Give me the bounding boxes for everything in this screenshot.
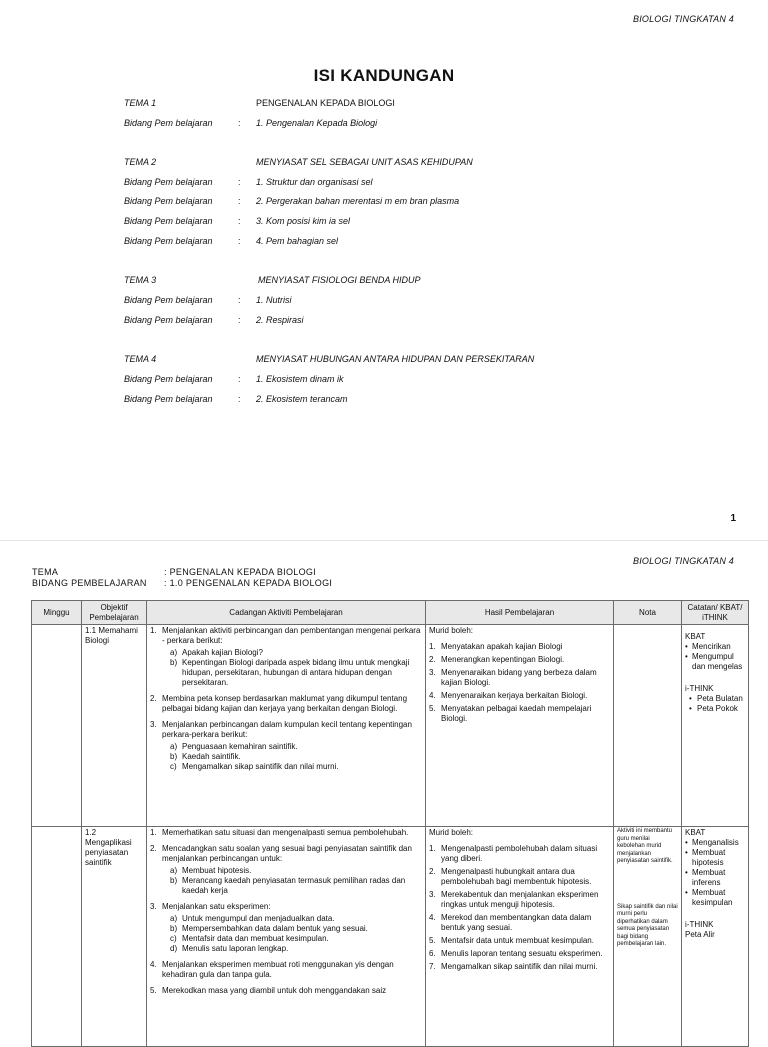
item-text: Mencadangkan satu soalan yang sesuai bagi penyiasatan saintifik dan menjalankan perbincangan untuk: [162,844,412,863]
hasil-intro: Murid boleh: [429,828,474,837]
item-number: 1. [429,642,436,651]
lesson-plan-table [31,600,749,1047]
list-item [429,949,610,959]
list-item [150,844,422,896]
list-item: • Mengumpul dan mengelas [685,652,745,672]
separator: : [238,177,241,187]
item-number: 3. [429,668,436,677]
item-text: Menjalankan eksperimen membuat roti menggunakan yis dengan kehadiran gula dan tanpa gula. [162,960,394,979]
sub-item [162,876,422,896]
ithink-label: i-THINK [685,684,714,693]
separator: : [238,118,241,128]
item-number: 4. [429,913,436,922]
field-label: Bidang Pem belajaran [124,315,213,325]
item-number: 3. [150,720,157,729]
sub-number: a) [170,914,178,923]
sub-list [162,866,422,896]
sub-item [162,742,422,752]
item-text: Menjalankan satu eksperimen: [162,902,271,911]
toc-entry: 2. Ekosistem terancam [256,394,348,404]
column-header: Minggu [32,601,82,625]
bidang-label: BIDANG PEMBELAJARAN [32,578,147,588]
item-text: Menyenaraikan kerjaya berkaitan Biologi. [441,691,588,700]
item-number: 6. [429,949,436,958]
page-title: ISI KANDUNGAN [313,66,455,85]
item-number: 5. [150,986,157,995]
sub-item [162,866,422,876]
objektif-cell: 1.1 Memahami Biologi [82,625,147,827]
tema-label: TEMA [32,567,59,577]
item-number: 2. [150,844,157,853]
minggu-cell [32,625,82,827]
field-label: Bidang Pem belajaran [124,374,213,384]
item-text: Membina peta konsep berdasarkan maklumat yang dikumpul tentang pelbagai bidang kajian dan kerjaya yang berkaitan dengan Biologi. [162,694,408,713]
item-number: 1. [150,626,157,635]
list-item [429,704,610,724]
column-header: Catatan/ KBAT/ iTHINK [682,601,749,625]
list-item: • Peta Bulatan [685,694,745,704]
catatan-cell [682,625,749,827]
list-item [429,642,610,652]
tema-value: : PENGENALAN KEPADA BIOLOGI [164,567,316,577]
item-number: 1. [150,828,157,837]
item-number: 2. [429,655,436,664]
aktiviti-cell [147,827,426,1047]
sub-list [162,914,422,954]
item-text: Menulis laporan tentang sesuatu eksperimen. [441,949,603,958]
tema-label: TEMA 2 [124,157,157,167]
page-number: 1 [730,513,736,524]
item-text: Mentafsir data untuk membuat kesimpulan. [441,936,594,945]
sub-number: b) [170,876,178,885]
item-number: 3. [150,902,157,911]
list-item: • Membuat kesimpulan [685,888,745,908]
sub-number: b) [170,658,178,667]
list-item [429,691,610,701]
sub-text: Apakah kajian Biologi? [182,648,263,657]
kbat-list [685,642,745,672]
sub-number: a) [170,742,178,751]
list-item [429,668,610,688]
list-item [150,986,422,996]
list-item [429,936,610,946]
item-text: Menjalankan aktiviti perbincangan dan pembentangan mengenai perkara - perkara berikut: [162,626,421,645]
item-text: Menyatakan pelbagai kaedah mempelajari Biologi. [441,704,592,723]
hasil-list [429,642,610,724]
sub-text: Mempersembahkan data dalam bentuk yang sesuai. [182,924,368,933]
list-item [150,720,422,772]
separator: : [238,216,241,226]
sub-item [162,914,422,924]
item-number: 4. [429,691,436,700]
item-text: Menerangkan kepentingan Biologi. [441,655,565,664]
sub-item [162,648,422,658]
item-text: Mengenalpasti pembolehubah dalam situasi yang diberi. [441,844,598,863]
item-text: Mengamalkan sikap saintifik dan nilai murni. [441,962,598,971]
list-item [150,828,422,838]
sub-list [162,648,422,688]
tema-label: TEMA 3 [124,275,157,285]
tema-label: TEMA 1 [124,98,157,108]
list-item: • Menganalisis [685,838,745,848]
toc-entry: 1. Struktur dan organisasi sel [256,177,373,187]
list-item: • Mencirikan [685,642,745,652]
item-number: 4. [150,960,157,969]
list-item [429,867,610,887]
sub-text: Kaedah saintifik. [182,752,241,761]
toc-entry: 2. Respirasi [256,315,304,325]
column-header: Cadangan Aktiviti Pembelajaran [147,601,426,625]
ithink-label: i-THINK [685,920,714,929]
item-number: 2. [429,867,436,876]
toc-entry: 1. Nutrisi [256,295,292,305]
list-item [150,694,422,714]
sub-number: b) [170,924,178,933]
separator: : [238,374,241,384]
separator: : [238,236,241,246]
item-number: 3. [429,890,436,899]
toc-entry: 2. Pergerakan bahan merentasi m em bran plasma [256,196,460,206]
sub-item [162,762,422,772]
item-text: Menyenaraikan bidang yang berbeza dalam kajian Biologi. [441,668,597,687]
item-number: 1. [429,844,436,853]
table-row [32,625,749,827]
separator: : [238,196,241,206]
table-header-row [32,601,749,625]
item-number: 2. [150,694,157,703]
list-item: • Peta Pokok [685,704,745,714]
sub-item [162,924,422,934]
sub-text: Mengamalkan sikap saintifik dan nilai murni. [182,762,339,771]
field-label: Bidang Pem belajaran [124,196,213,206]
sub-text: Penguasaan kemahiran saintifik. [182,742,298,751]
kbat-label: KBAT [685,632,706,641]
separator: : [238,315,241,325]
item-text: Mengenalpasti hubungkait antara dua pembolehubah bagi membentuk hipotesis. [441,867,592,886]
list-item [150,902,422,954]
sub-text: Merancang kaedah penyiasatan termasuk pemilihan radas dan kaedah kerja [182,876,406,895]
nota-cell [614,625,682,827]
tema-title: PENGENALAN KEPADA BIOLOGI [256,98,395,108]
aktiviti-cell [147,625,426,827]
toc-entry: 3. Kom posisi kim ia sel [256,216,351,226]
hasil-cell [426,625,614,827]
kbat-list [685,838,745,908]
sub-list [162,742,422,772]
item-text: Menyatakan apakah kajian Biologi [441,642,563,651]
objektif-cell: 1.2 Mengaplikasi penyiasatan saintifik [82,827,147,1047]
nota-cell [614,827,682,1047]
item-text: Menjalankan perbincangan dalam kumpulan kecil tentang kepentingan perkara-perkara berikut: [162,720,412,739]
sub-text: Kepentingan Biologi daripada aspek bidang ilmu untuk mengkaji hidupan, persekitaran, hubungan di antara hidupan dengan persekitaran. [182,658,410,687]
item-number: 5. [429,936,436,945]
list-item [150,960,422,980]
sub-text: Untuk mengumpul dan menjadualkan data. [182,914,335,923]
minggu-cell [32,827,82,1047]
sub-number: c) [170,934,177,943]
hasil-intro: Murid boleh: [429,626,474,635]
item-text: Memerhatikan satu situasi dan mengenalpasti semua pembolehubah. [162,828,409,837]
separator: : [238,394,241,404]
list-item [429,962,610,972]
field-label: Bidang Pem belajaran [124,216,213,226]
toc-entry: 1. Ekosistem dinam ik [256,374,344,384]
sub-number: d) [170,944,178,953]
column-header: Hasil Pembelajaran [426,601,614,625]
tema-label: TEMA 4 [124,354,157,364]
hasil-cell [426,827,614,1047]
sub-number: a) [170,866,178,875]
sub-text: Menulis satu laporan lengkap. [182,944,289,953]
item-number: 7. [429,962,436,971]
aktiviti-list [150,626,422,772]
page-2 [0,540,768,1025]
sub-number: c) [170,762,177,771]
list-item [429,913,610,933]
list-item [150,626,422,688]
item-text: Merekod dan membentangkan data dalam bentuk yang sesuai. [441,913,592,932]
hasil-list [429,844,610,972]
item-text: Merekodkan masa yang diambil untuk doh menggandakan saiz [162,986,387,995]
sub-number: b) [170,752,178,761]
list-item: • Membuat hipotesis [685,848,745,868]
field-label: Bidang Pem belajaran [124,236,213,246]
field-label: Bidang Pem belajaran [124,118,213,128]
sub-text: Mentafsir data dan membuat kesimpulan. [182,934,329,943]
item-number: 5. [429,704,436,713]
nota-text: Aktiviti ini membantu guru menilai kebolehan murid menjalankan penyiasatan saintifik. [617,828,673,864]
sub-item [162,934,422,944]
bidang-value: : 1.0 PENGENALAN KEPADA BIOLOGI [164,578,333,588]
running-header: BIOLOGI TINGKATAN 4 [633,14,734,24]
field-label: Bidang Pem belajaran [124,177,213,187]
list-item [429,655,610,665]
list-item [429,890,610,910]
sub-item [162,658,422,688]
separator: : [238,295,241,305]
sub-text: Membuat hipotesis. [182,866,252,875]
column-header: Nota [614,601,682,625]
field-label: Bidang Pem belajaran [124,394,213,404]
aktiviti-list [150,828,422,996]
sub-item [162,944,422,954]
table-row [32,827,749,1047]
tema-title: MENYIASAT SEL SEBAGAI UNIT ASAS KEHIDUPAN [256,157,473,167]
sub-number: a) [170,648,178,657]
ithink-list [685,694,745,714]
field-label: Bidang Pem belajaran [124,295,213,305]
toc-entry: 1. Pengenalan Kepada Biologi [256,118,378,128]
item-text: Merekabentuk dan menjalankan eksperimen ringkas untuk menguji hipotesis. [441,890,599,909]
catatan-cell [682,827,749,1047]
column-header: Objektif Pembelajaran [82,601,147,625]
list-item [429,844,610,864]
running-header: BIOLOGI TINGKATAN 4 [633,556,734,566]
sub-item [162,752,422,762]
tema-title: MENYIASAT HUBUNGAN ANTARA HIDUPAN DAN PERSEKITARAN [256,354,535,364]
nota-text: Sikap saintifik dan nilai murni perlu diperhatikan dalam semua penyiasatan bagi bidang pembelajaran lain. [617,903,678,947]
ithink-item: Peta Alir [685,930,715,939]
tema-title: MENYIASAT FISIOLOGI BENDA HIDUP [258,275,421,285]
list-item: • Membuat inferens [685,868,745,888]
toc-entry: 4. Pem bahagian sel [256,236,339,246]
kbat-label: KBAT [685,828,706,837]
